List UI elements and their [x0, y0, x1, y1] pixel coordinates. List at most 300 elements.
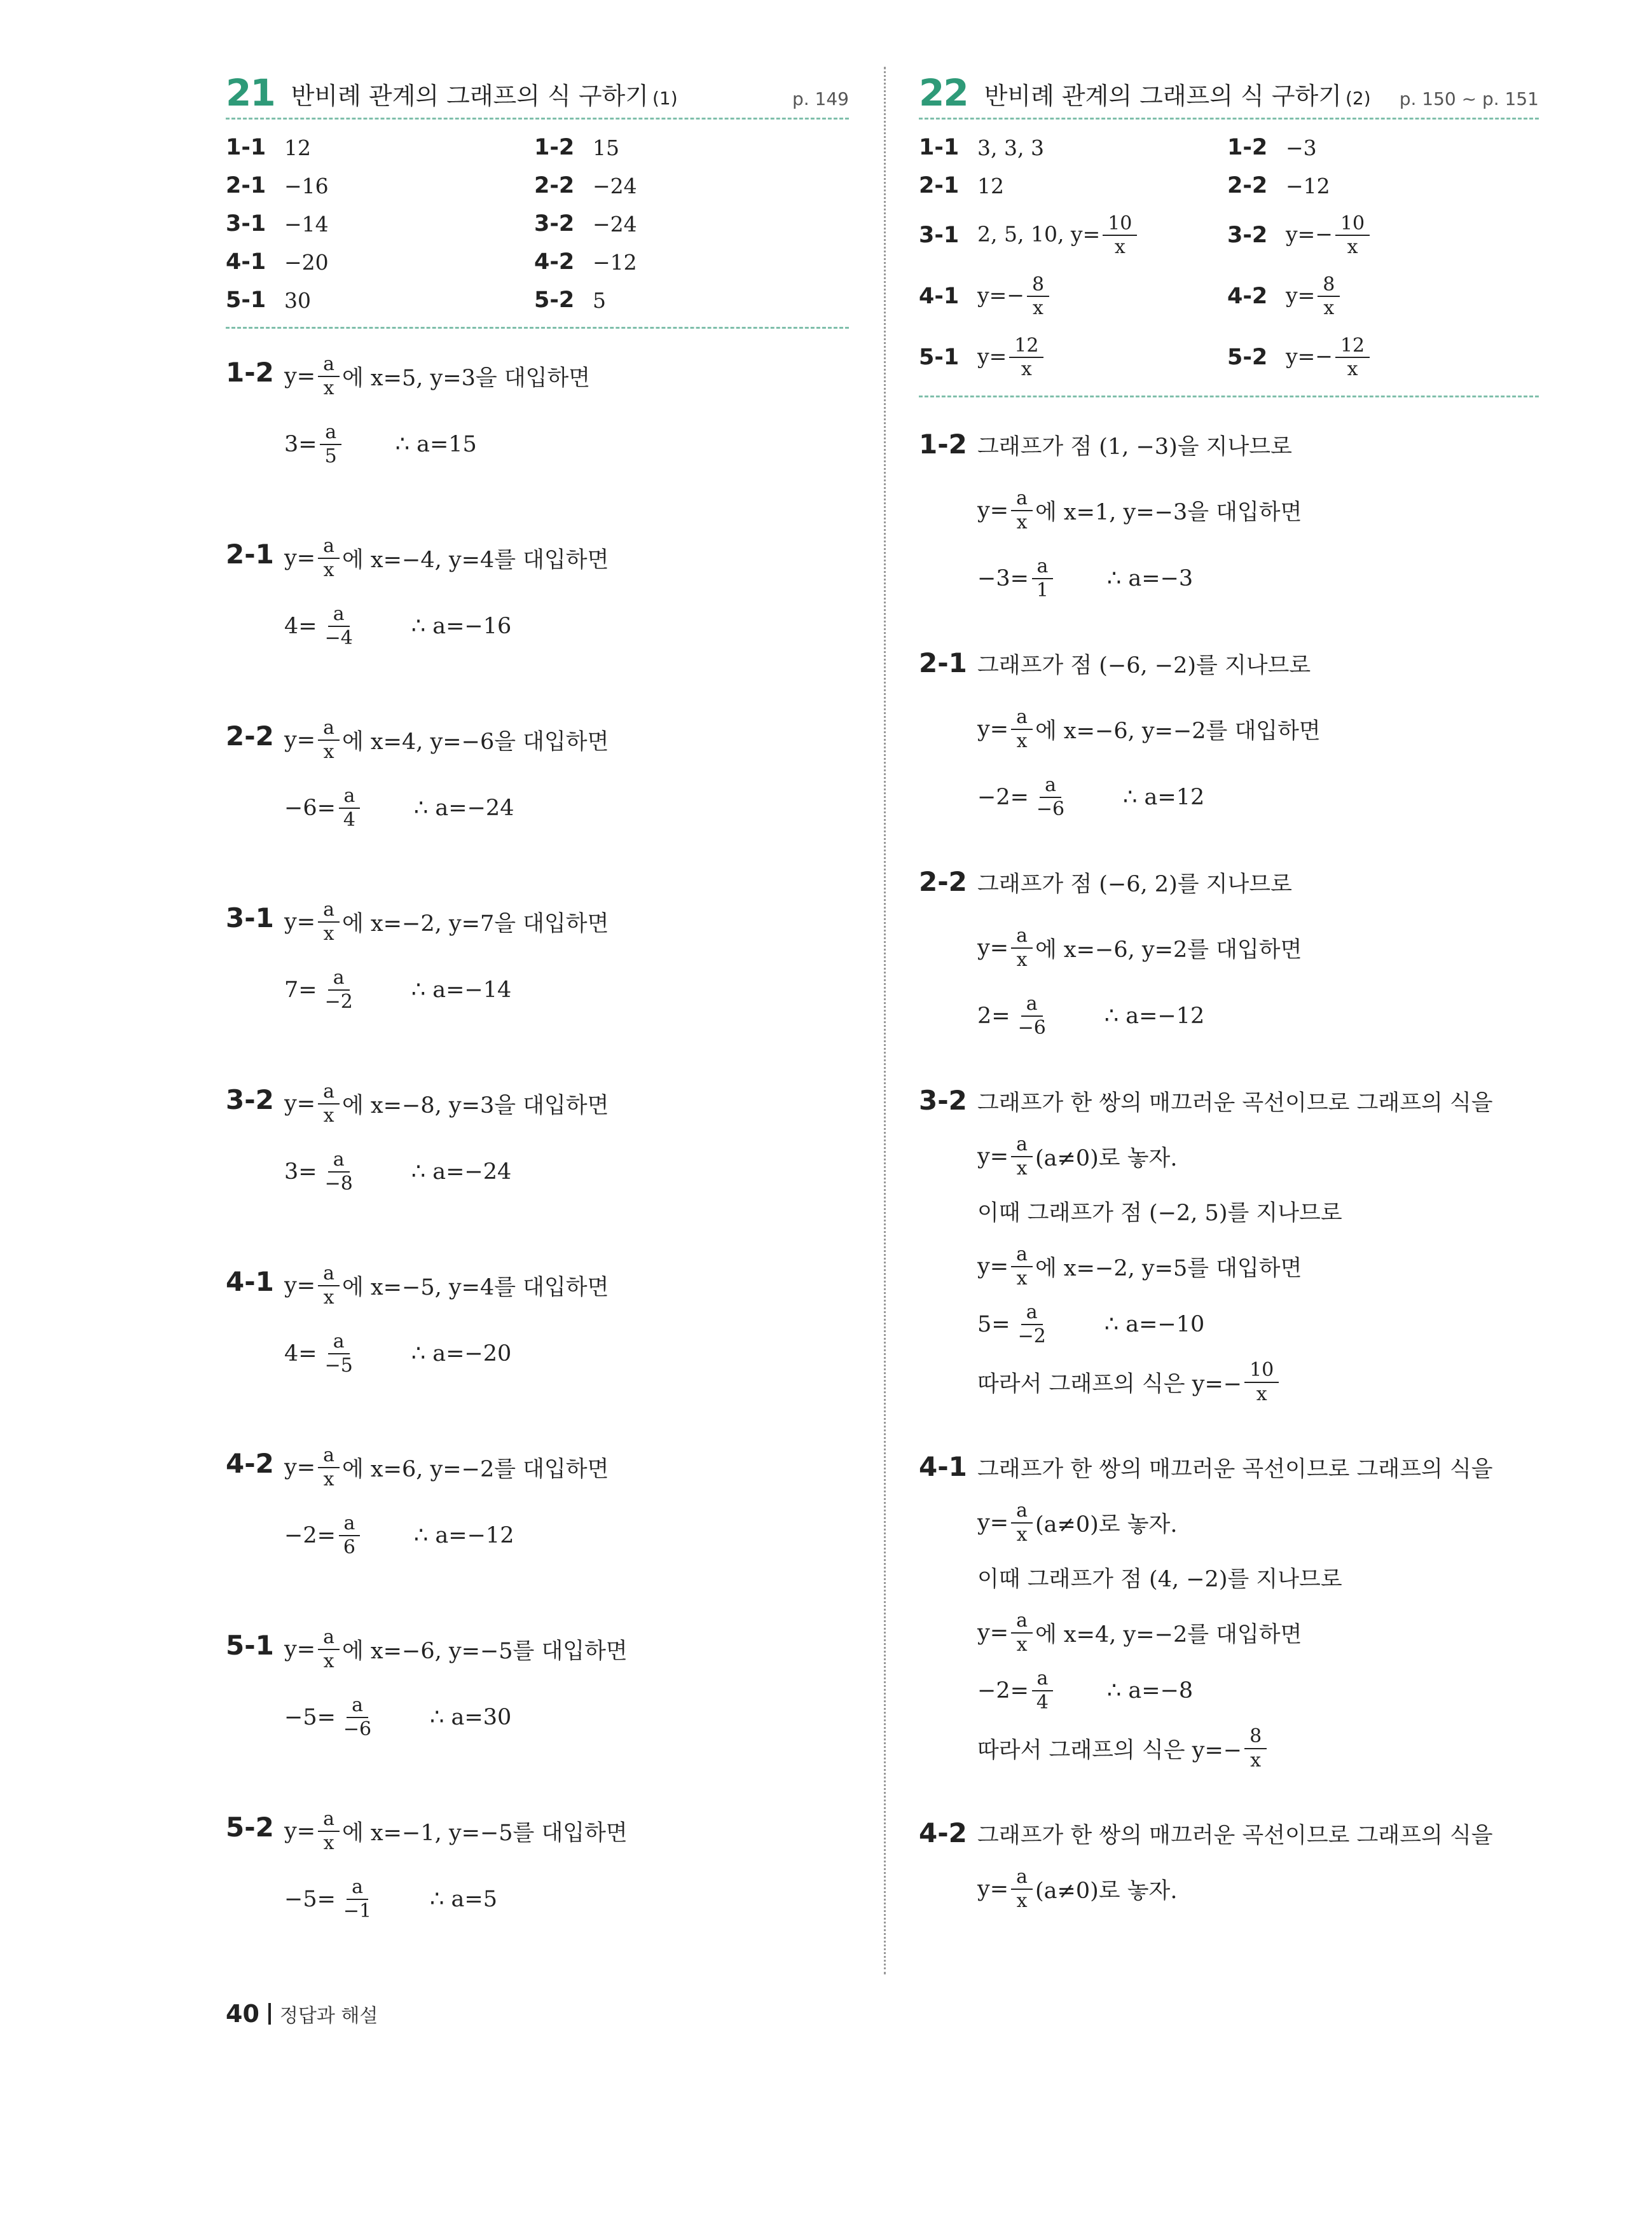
fraction-denominator: −6: [1036, 797, 1065, 820]
answer-value: 12: [284, 135, 311, 160]
fraction-numerator: a: [1011, 488, 1033, 511]
fraction-denominator: −2: [324, 990, 353, 1013]
fraction: [320, 968, 358, 1012]
equation-text: y=: [284, 727, 316, 753]
answer-item: [919, 266, 1227, 327]
solution-line: [284, 1513, 849, 1557]
fraction-denominator: x: [1016, 1633, 1028, 1656]
answer-item: [226, 167, 534, 205]
fraction: [318, 1809, 340, 1853]
fraction-numerator: a: [318, 1627, 340, 1650]
solution-line: [977, 1360, 1539, 1404]
answer-label: 3-2: [534, 211, 575, 237]
result-text: ∴ a=−14: [411, 977, 512, 1003]
answer-value: 30: [284, 287, 311, 313]
fraction-denominator: x: [1016, 1267, 1028, 1290]
answer-value: −14: [284, 211, 329, 237]
section-title-text: 반비례 관계의 그래프의 식 구하기: [291, 82, 649, 111]
equation-text: 4=: [284, 1340, 317, 1366]
equation-text: y=: [284, 1272, 316, 1298]
section-title-suffix: (1): [652, 88, 678, 109]
answer-label: 1-1: [226, 135, 266, 160]
fraction-numerator: a: [1021, 994, 1043, 1017]
solution-line: [284, 1082, 849, 1125]
answer-grid: [226, 120, 849, 329]
solution-line: 이때 그래프가 점 (−2, 5)를 지나므로: [977, 1201, 1342, 1226]
equation-text: y=: [977, 935, 1009, 961]
page-number: 40: [226, 2000, 259, 2028]
answer-value: −24: [593, 211, 637, 237]
answer-item: [1227, 327, 1539, 388]
fraction: [318, 1627, 340, 1671]
conclusion-text: 따라서 그래프의 식은 y=−: [977, 1371, 1242, 1397]
solution-line: [977, 488, 1539, 532]
solution-item: [919, 426, 1539, 600]
solution-line: [284, 604, 849, 648]
column-divider: [884, 67, 886, 1974]
equation-text: −5=: [284, 1704, 336, 1730]
answer-value: [1286, 275, 1342, 319]
fraction: [1011, 926, 1033, 970]
result-text: ∴ a=−24: [411, 1159, 512, 1185]
fraction: [1011, 488, 1033, 532]
solution-line: [284, 422, 849, 466]
equation-text: 5=: [977, 1311, 1010, 1337]
section-number: 22: [919, 71, 968, 114]
solution-line: 그래프가 한 쌍의 매끄러운 곡선이므로 그래프의 식을: [977, 1457, 1493, 1482]
solution-label: 2-1: [226, 539, 274, 570]
answer-item: [919, 167, 1227, 205]
solution-label: 3-1: [226, 902, 274, 933]
fraction-numerator: 10: [1244, 1360, 1279, 1383]
answer-item: [534, 167, 849, 205]
equation-text: y=: [284, 363, 316, 389]
fraction-denominator: x: [1016, 1523, 1028, 1546]
equation-text: −2=: [284, 1522, 336, 1548]
solution-item: [226, 1263, 849, 1375]
fraction: [318, 1445, 340, 1489]
fraction-denominator: x: [1016, 729, 1028, 752]
solution-line: [977, 1302, 1539, 1346]
solution-line: [284, 354, 849, 398]
fraction: [320, 604, 358, 648]
fraction: [318, 1082, 340, 1125]
answer-item: [534, 281, 849, 319]
solution-line: [284, 1627, 849, 1671]
section-title-suffix: (2): [1345, 88, 1371, 109]
answer-item: [1227, 205, 1539, 266]
answer-value: 3, 3, 3: [977, 135, 1044, 160]
answer-prefix: y=: [1286, 282, 1316, 307]
fraction-numerator: 12: [1335, 336, 1370, 359]
section-number: 21: [226, 71, 275, 114]
equation-text: 에 x=−2, y=5를 대입하면: [1035, 1255, 1302, 1281]
solution-line: [284, 1695, 849, 1739]
answer-item: [534, 205, 849, 243]
fraction-denominator: x: [1016, 1889, 1028, 1912]
solution-label: 3-2: [226, 1084, 274, 1115]
equation-text: 에 x=−4, y=4를 대입하면: [342, 547, 609, 573]
solution-label: 5-2: [226, 1812, 274, 1843]
solution-item: [226, 1082, 849, 1194]
fraction-denominator: 4: [343, 808, 356, 831]
result-text: ∴ a=−24: [414, 795, 514, 821]
answer-label: 2-2: [1227, 173, 1268, 198]
fraction-numerator: 8: [1318, 275, 1340, 298]
solution-item: [226, 718, 849, 830]
fraction: [1013, 994, 1051, 1038]
equation-text: y=: [284, 1636, 316, 1662]
fraction: [338, 1877, 376, 1921]
answer-label: 3-1: [919, 223, 960, 248]
result-text: ∴ a=−8: [1107, 1677, 1194, 1703]
fraction-denominator: 1: [1036, 579, 1049, 602]
solution-line: 그래프가 점 (−6, −2)를 지나므로: [977, 653, 1311, 678]
result-text: ∴ a=15: [395, 431, 477, 457]
answer-prefix: y=−: [1286, 221, 1333, 246]
equation-text: 에 x=1, y=−3을 대입하면: [1035, 499, 1302, 525]
fraction-numerator: a: [1011, 1867, 1033, 1890]
answer-value: [977, 214, 1139, 258]
answer-value: −12: [1286, 173, 1330, 198]
solution-item: [226, 536, 849, 648]
solution-label: 5-1: [226, 1630, 274, 1661]
fraction-denominator: x: [323, 1649, 334, 1672]
answer-value: −12: [593, 249, 637, 275]
fraction-denominator: x: [1016, 511, 1028, 533]
result-text: ∴ a=12: [1123, 784, 1205, 810]
solution-line: [284, 1332, 849, 1375]
solution-list: [919, 426, 1539, 1911]
fraction-denominator: x: [1033, 297, 1043, 319]
answer-value: [1286, 336, 1372, 380]
equation-text: y=: [284, 1454, 316, 1480]
fraction-numerator: a: [347, 1695, 368, 1718]
fraction-numerator: a: [1011, 1244, 1033, 1267]
solution-item: [919, 864, 1539, 1038]
fraction: [1011, 1867, 1033, 1911]
solution-line: [284, 536, 849, 580]
fraction-denominator: x: [1016, 948, 1028, 971]
answer-label: 1-2: [534, 135, 575, 160]
fraction-numerator: a: [318, 1445, 340, 1468]
equation-text: y=: [977, 716, 1009, 742]
solution-line: [284, 786, 849, 830]
equation-text: 4=: [284, 613, 317, 639]
fraction: [1103, 214, 1137, 258]
solution-line: [284, 968, 849, 1012]
solution-line: [284, 1809, 849, 1853]
solution-line: 그래프가 점 (1, −3)을 지나므로: [977, 434, 1292, 460]
fraction: [1011, 707, 1033, 751]
solution-line: [284, 1877, 849, 1921]
solution-line: [977, 775, 1539, 819]
answer-value: −20: [284, 249, 329, 275]
equation-text: 에 x=−8, y=3을 대입하면: [342, 1092, 609, 1118]
solution-list: [226, 354, 849, 1921]
fraction-numerator: a: [318, 1809, 340, 1832]
fraction: [1335, 336, 1370, 380]
solution-line: [284, 1263, 849, 1307]
equation-text: 에 x=−2, y=7을 대입하면: [342, 911, 609, 937]
fraction-numerator: a: [1011, 1611, 1033, 1634]
answer-label: 4-1: [919, 284, 960, 309]
fraction-numerator: 10: [1103, 214, 1137, 237]
answer-value: [977, 336, 1046, 380]
equation-text: y=: [977, 1876, 1009, 1902]
fraction: [1335, 214, 1370, 258]
result-text: ∴ a=−10: [1104, 1311, 1205, 1337]
fraction: [338, 1695, 376, 1739]
fraction-numerator: a: [347, 1877, 368, 1900]
fraction-denominator: −6: [1017, 1016, 1046, 1039]
answer-item: [1227, 167, 1539, 205]
fraction-denominator: −1: [343, 1899, 372, 1922]
section-header: [226, 60, 849, 120]
equation-text: (a≠0)로 놓자.: [1035, 1145, 1178, 1171]
answer-label: 4-1: [226, 249, 266, 275]
answer-prefix: 2, 5, 10, y=: [977, 221, 1101, 246]
fraction-numerator: a: [339, 786, 361, 809]
solution-line: 그래프가 한 쌍의 매끄러운 곡선이므로 그래프의 식을: [977, 1823, 1493, 1848]
answer-label: 5-1: [226, 287, 266, 313]
solution-item: [919, 1082, 1539, 1404]
equation-text: 에 x=6, y=−2를 대입하면: [342, 1456, 609, 1482]
footer-divider: [268, 2003, 271, 2025]
fraction: [318, 1263, 340, 1307]
equation-text: 에 x=−1, y=−5를 대입하면: [342, 1820, 628, 1846]
answer-label: 2-1: [226, 173, 266, 198]
footer-text: 정답과 해설: [279, 2005, 378, 2027]
fraction-numerator: a: [328, 1332, 350, 1354]
solution-line: [977, 1611, 1539, 1655]
conclusion-text: 따라서 그래프의 식은 y=−: [977, 1737, 1242, 1763]
fraction: [1031, 1669, 1054, 1712]
solution-line: [284, 1445, 849, 1489]
equation-text: (a≠0)로 놓자.: [1035, 1511, 1178, 1538]
fraction: [320, 422, 342, 466]
solution-item: [226, 354, 849, 466]
solution-item: [919, 1449, 1539, 1770]
fraction: [318, 536, 340, 580]
fraction-numerator: a: [1011, 1501, 1033, 1524]
result-text: ∴ a=−3: [1107, 565, 1194, 591]
fraction-numerator: 8: [1027, 275, 1049, 298]
answer-label: 2-2: [534, 173, 575, 198]
answer-item: [226, 281, 534, 319]
equation-text: 에 x=4, y=−2를 대입하면: [1035, 1621, 1302, 1648]
fraction-denominator: −4: [324, 626, 353, 649]
fraction-denominator: −2: [1017, 1325, 1046, 1347]
result-text: ∴ a=−12: [1104, 1003, 1205, 1029]
fraction-numerator: a: [318, 536, 340, 559]
solution-label: 4-1: [919, 1451, 967, 1482]
fraction-denominator: x: [323, 1286, 334, 1309]
fraction: [1011, 1134, 1033, 1178]
answer-item: [1227, 128, 1539, 167]
fraction-numerator: a: [1040, 775, 1061, 798]
fraction-numerator: 12: [1009, 336, 1043, 359]
solution-label: 4-2: [919, 1817, 967, 1848]
result-text: ∴ a=−20: [411, 1340, 512, 1366]
solution-label: 2-2: [226, 720, 274, 752]
solution-line: [284, 900, 849, 944]
solution-item: [226, 1627, 849, 1739]
answer-item: [534, 243, 849, 281]
equation-text: 에 x=4, y=−6을 대입하면: [342, 729, 609, 755]
result-text: ∴ a=5: [430, 1886, 498, 1912]
fraction-numerator: a: [1011, 1134, 1033, 1157]
answer-item: [226, 128, 534, 167]
solution-label: 1-2: [919, 429, 967, 460]
fraction: [338, 786, 361, 830]
solution-line: [977, 707, 1539, 751]
fraction-numerator: a: [318, 1082, 340, 1105]
fraction: [318, 718, 340, 762]
solution-item: [919, 1815, 1539, 1911]
answer-value: −3: [1286, 135, 1317, 160]
equation-text: 3=: [284, 431, 317, 457]
fraction: [1011, 1244, 1033, 1288]
solution-line: [977, 926, 1539, 970]
equation-text: 7=: [284, 977, 317, 1003]
equation-text: 에 x=−6, y=2를 대입하면: [1035, 937, 1302, 963]
answer-value: [1286, 214, 1372, 258]
answer-item: [919, 128, 1227, 167]
answer-item: [534, 128, 849, 167]
equation-text: y=: [977, 1510, 1009, 1536]
answer-label: 1-2: [1227, 135, 1268, 160]
fraction-numerator: a: [328, 1150, 350, 1173]
fraction-denominator: x: [1114, 236, 1125, 258]
fraction-numerator: a: [318, 900, 340, 923]
fraction-numerator: a: [1032, 556, 1054, 579]
fraction-denominator: x: [1250, 1749, 1262, 1772]
fraction-denominator: x: [1256, 1382, 1267, 1405]
equation-text: (a≠0)로 놓자.: [1035, 1878, 1178, 1904]
equation-text: y=: [977, 1253, 1009, 1279]
equation-text: y=: [284, 1091, 316, 1117]
solution-line: 그래프가 점 (−6, 2)를 지나므로: [977, 872, 1292, 897]
equation-text: −2=: [977, 784, 1029, 810]
fraction-numerator: a: [318, 354, 340, 377]
fraction-denominator: x: [1021, 358, 1032, 380]
page-reference: p. 150 ~ p. 151: [1399, 88, 1539, 109]
fraction-numerator: a: [1011, 707, 1033, 730]
answer-label: 3-1: [226, 211, 266, 237]
equation-text: 2=: [977, 1003, 1010, 1029]
page-footer: [226, 2000, 378, 2028]
fraction-denominator: x: [323, 558, 334, 581]
equation-text: 에 x=5, y=3을 대입하면: [342, 365, 591, 391]
fraction-denominator: 4: [1036, 1691, 1049, 1714]
fraction-numerator: a: [328, 604, 350, 627]
fraction: [1244, 1726, 1267, 1770]
fraction: [320, 1332, 358, 1375]
fraction-denominator: x: [1016, 1157, 1028, 1180]
answer-value: 12: [977, 173, 1004, 198]
solution-item: [226, 1809, 849, 1921]
equation-text: −6=: [284, 795, 336, 821]
equation-text: 에 x=−6, y=−5를 대입하면: [342, 1638, 628, 1664]
fraction-numerator: a: [318, 718, 340, 741]
answer-label: 4-2: [1227, 284, 1268, 309]
solution-label: 2-2: [919, 866, 967, 897]
fraction: [318, 354, 340, 398]
section-title-text: 반비례 관계의 그래프의 식 구하기: [984, 82, 1342, 111]
fraction: [1318, 275, 1340, 319]
fraction-denominator: x: [323, 1104, 334, 1127]
solution-label: 4-2: [226, 1448, 274, 1479]
fraction-denominator: x: [1347, 358, 1358, 380]
solution-label: 3-2: [919, 1085, 967, 1116]
answer-prefix: y=−: [977, 282, 1024, 307]
equation-text: y=: [977, 1143, 1009, 1169]
solution-line: [284, 1150, 849, 1194]
solution-line: [977, 1134, 1539, 1178]
answer-value: 15: [593, 135, 619, 160]
fraction: [318, 900, 340, 944]
section-title: [984, 82, 1371, 111]
solution-item: [226, 900, 849, 1012]
fraction: [1011, 1501, 1033, 1545]
equation-text: y=: [977, 1620, 1009, 1646]
fraction: [1031, 775, 1070, 819]
fraction-denominator: x: [323, 1468, 334, 1490]
fraction-denominator: x: [323, 376, 334, 399]
fraction-numerator: a: [318, 1263, 340, 1286]
answer-value: [977, 275, 1052, 319]
solution-line: 그래프가 한 쌍의 매끄러운 곡선이므로 그래프의 식을: [977, 1091, 1493, 1116]
solution-line: [977, 1244, 1539, 1288]
section-title: [291, 82, 678, 111]
equation-text: y=: [284, 909, 316, 935]
fraction-numerator: 10: [1335, 214, 1370, 237]
section-21: [226, 60, 849, 1991]
result-text: ∴ a=−12: [414, 1522, 514, 1548]
fraction-numerator: a: [339, 1513, 361, 1536]
fraction: [338, 1513, 361, 1557]
solution-line: [977, 1501, 1539, 1545]
fraction: [1011, 1611, 1033, 1655]
answer-item: [226, 243, 534, 281]
fraction-numerator: a: [1021, 1302, 1043, 1325]
fraction-numerator: a: [1032, 1669, 1054, 1691]
fraction-numerator: a: [1011, 926, 1033, 949]
solution-label: 4-1: [226, 1266, 274, 1297]
fraction-denominator: −8: [324, 1172, 353, 1195]
fraction: [1009, 336, 1043, 380]
fraction: [320, 1150, 358, 1194]
result-text: ∴ a=−16: [411, 613, 512, 639]
answer-prefix: y=−: [1286, 343, 1333, 368]
answer-label: 5-1: [919, 345, 960, 370]
answer-value: −24: [593, 173, 637, 198]
answer-label: 5-2: [1227, 345, 1268, 370]
fraction: [1013, 1302, 1051, 1346]
answer-label: 3-2: [1227, 223, 1268, 248]
equation-text: 3=: [284, 1159, 317, 1185]
solution-line: [284, 718, 849, 762]
fraction-denominator: x: [323, 1831, 334, 1854]
answer-value: −16: [284, 173, 329, 198]
fraction-denominator: −6: [343, 1717, 372, 1740]
section-22: [919, 60, 1539, 1925]
result-text: ∴ a=30: [430, 1704, 512, 1730]
equation-text: 에 x=−5, y=4를 대입하면: [342, 1274, 609, 1300]
fraction-denominator: x: [323, 922, 334, 945]
answer-label: 2-1: [919, 173, 960, 198]
